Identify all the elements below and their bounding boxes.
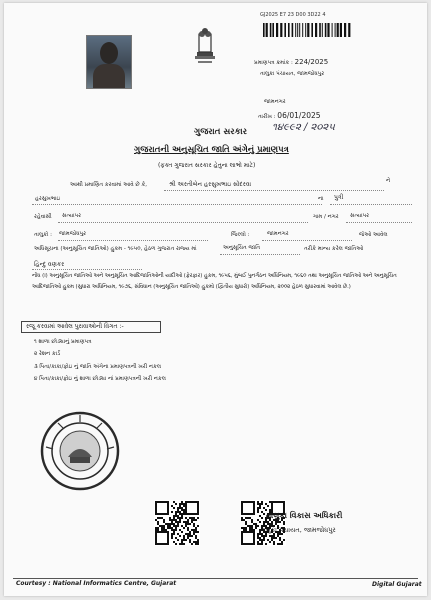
caste-value: અનુસૂચિત જાતિ: [223, 245, 261, 251]
office-line-top: તાલુકા પંચાયત, જામજોધપુર: [260, 71, 325, 77]
date-label: તારીખ :: [258, 114, 276, 120]
cert-no-value: 224/2025: [294, 58, 329, 66]
qr-code-icon: [154, 500, 200, 546]
officer-designation: તાલુકા વિકાસ અધિકારી: [266, 511, 343, 520]
state-label: જેઓ આવેલ: [359, 232, 388, 238]
certificate-title: ગુજરાતની અનુસૂચિત જાતિ અંગેનું પ્રમાણપત્ર: [134, 145, 289, 155]
date-value: 06/01/2025: [277, 111, 321, 120]
government-title: ગુજરાત સરકાર: [194, 127, 248, 137]
applicant-photo: [86, 35, 132, 89]
relation-label: ના: [318, 196, 324, 202]
digital-gujarat-brand: Digital Gujarat: [372, 581, 422, 588]
sub-caste: હિન્દુ વણકર: [34, 261, 65, 268]
district-value: જામનગર: [267, 231, 289, 237]
national-emblem-icon: [185, 22, 225, 67]
gam-label: ગામ / નગર: [313, 214, 339, 220]
taluka-label: તાલુકો :: [34, 232, 53, 238]
village-value: સત્યાપર: [62, 213, 82, 219]
caste-prefix: અધિસૂચના (અનુસૂચિત જાતિઓ) હુકમ - ૧૯૫૦, હેઠળ ગુજરાત રાજ્ય માં: [34, 246, 197, 252]
document-item: ૪ પિતા/કાકા/ફોઇ નું શાળા છોડ્યા નાં પ્રમાણપત્રની ખરી નકલ: [34, 376, 166, 382]
officer-office: તાલુકા પંચાયત, જામજોધપુર: [260, 526, 336, 534]
caste-suffix: તરીકે માન્ય કરેલ જાતિઓ: [304, 246, 364, 252]
father-name: હરસુખભાઇ: [35, 196, 61, 202]
taluka-value: જામજોધપુર: [59, 231, 86, 237]
cert-no-label: પ્રમાણપત્ર ક્રમાંક :: [254, 60, 293, 66]
official-seal-icon: [40, 411, 120, 491]
place-label: જામનગર: [264, 99, 286, 105]
barcode-number: GJ2025 E7 23 D00 3D22 4: [260, 12, 326, 18]
relation-value: પુત્રી: [334, 194, 344, 201]
documents-heading: રજૂ કરવામાં આવેલ પુરાવાઓની વિગત :-: [21, 321, 161, 333]
notes-paragraph: નોંધ (i) અનુસૂચિત જાતિઓ અને અનુસૂચિત આદિજાતિઓની યાદીઓ (ફેરફાર) હુકમ, ૧૯૫૬, મુંબઈ પુનર્ગઠન અધિનિયમ, ૧૯૬૦ તથા અનુસૂચિત જાતિઓ અને અનુસૂચિત આદિજાતિઓ હુકમ (સુધારા અધિનિયમ, ૧૯૭૬, સંવિધાન (અનુસૂચિત જાતિઓ) હુકમો (દ્વિતીય સુધારો) અધિનિયમ, ૨૦૦૨ હેઠળ સુધારવામાં આવેલ છે.): [32, 273, 397, 290]
document-item: ૩ પિતા/કાકા/ફોઇ નું જાતિ અંગેના પ્રમાણપત્રની ખરી નકલ: [34, 364, 162, 370]
village-label: રહેવાસી: [34, 214, 52, 220]
barcode-icon: [263, 23, 353, 37]
purpose-subtitle: (ફક્ત ગુજરાત સરકાર હેતુના લાભો માટે): [158, 162, 256, 169]
handwritten-reference: ૧૪૯૯૨ / ૨૦૨૫: [272, 122, 335, 133]
qr-code-secondary-icon: [240, 500, 286, 546]
certify-prefix: આથી પ્રમાણિત કરવામાં આવે છે કે,: [70, 182, 148, 188]
document-item: ૧ શાળા છોડ્યાનું પ્રમાણપત્ર: [34, 339, 92, 345]
gam-value: સત્યાપર: [350, 213, 370, 219]
document-item: ૨ રેશન કાર્ડ: [34, 351, 61, 357]
footer-divider: [13, 578, 418, 579]
applicant-name: શ્રી અરતીબેન હરસુખભાઇ સોંદરવા: [169, 181, 252, 188]
certificate-page: [4, 3, 427, 596]
district-label: જિલ્લો :: [231, 232, 250, 238]
courtesy-text: Courtesy : National Informatics Centre, Gujarat: [16, 580, 177, 587]
certify-suffix: ને: [386, 178, 391, 184]
